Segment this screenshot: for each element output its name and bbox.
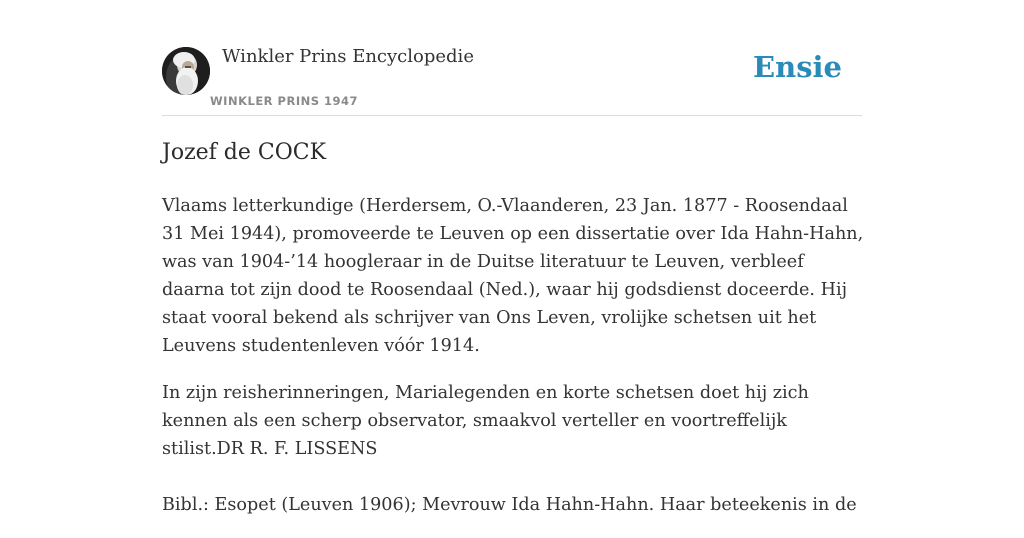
page: [162, 0, 864, 515]
article-title: Jozef de COCK: [162, 140, 327, 165]
source-title-link[interactable]: Winkler Prins Encyclopedie: [222, 46, 474, 67]
source-subtitle: WINKLER PRINS 1947: [210, 94, 359, 108]
bibliography-paragraph: Bibl.: Esopet (Leuven 1906); Mevrouw Ida Hahn-Hahn. Haar beteekenis in de: [162, 495, 857, 515]
bearded-man-portrait-icon: [162, 47, 210, 95]
article-paragraph: In zijn reisherinneringen, Marialegenden en korte schetsen doet hij zich kennen als een scherp observator, smaakvol verteller en voortreffelijk stilist.DR R. F. LISSENS: [162, 383, 809, 459]
brand-logo[interactable]: Ensie: [753, 50, 842, 84]
article-paragraph: Vlaams letterkundige (Herdersem, O.-Vlaanderen, 23 Jan. 1877 - Roosendaal 31 Mei 1944), promoveerde te Leuven op een dissertatie over Ida Hahn-Hahn, was van 1904-’14 hoogleraar in de Duitse literatuur te Leuven, verbleef daarna tot zijn dood te Roosendaal (Ned.), waar hij godsdienst doceerde. Hij staat vooral bekend als schrijver van Ons Leven, vrolijke schetsen uit het Leuvens studentenleven vóór 1914.: [162, 196, 864, 356]
site-header: [162, 0, 862, 116]
article-body: [162, 192, 864, 538]
source-avatar[interactable]: [162, 47, 210, 95]
